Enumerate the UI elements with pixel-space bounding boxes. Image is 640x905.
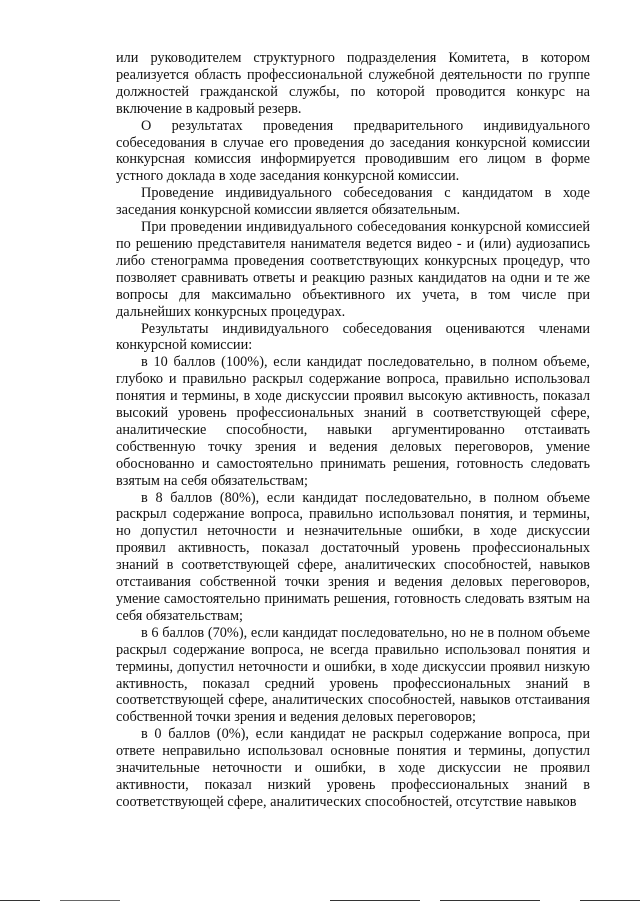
paragraph-6: в 10 баллов (100%), если кандидат последовательно, в полном объеме, глубоко и правильно раскрыл содержание вопроса, правильно использовал понятия и термины, в ходе дискуссии проявил высокую активность, показал высокий уровень профессиональных знаний в соответствующей сфере, аналитические способности, навыки аргументированно отстаивать собственную точку зрения и ведения деловых переговоров, умение обоснованно и самостоятельно принимать решения, готовность следовать взятым на себя обязательствам; — [116, 354, 590, 489]
document-page — [116, 50, 590, 811]
paragraph-2: О результатах проведения предварительного индивидуального собеседования в случае его проведения до заседания конкурсной комиссии конкурсная комиссия информируется проводившим его лицом в форме устного доклада в ходе заседания конкурсной комиссии. — [116, 117, 590, 185]
paragraph-4: При проведении индивидуального собеседования конкурсной комиссией по решению представителя нанимателя ведется видео - и (или) аудиозапись либо стенограмма проведения соответствующих конкурсных процедур, что позволяет сравнивать ответы и реакцию разных кандидатов на одни и те же вопросы для максимально объективного их учета, в том числе при дальнейших конкурсных процедурах. — [116, 219, 590, 320]
paragraph-5: Результаты индивидуального собеседования оцениваются членами конкурсной комиссии: — [116, 320, 590, 354]
footer-scan-mark — [0, 900, 40, 901]
footer-scan-mark — [330, 900, 420, 901]
paragraph-3: Проведение индивидуального собеседования с кандидатом в ходе заседания конкурсной комиссии является обязательным. — [116, 185, 590, 219]
paragraph-1: или руководителем структурного подразделения Комитета, в котором реализуется область профессиональной служебной деятельности по группе должностей гражданской службы, по которой проводится конкурс на включение в кадровый резерв. — [116, 50, 590, 117]
paragraph-7: в 8 баллов (80%), если кандидат последовательно, в полном объеме раскрыл содержание вопроса, правильно использовал понятия, и термины, но допустил неточности и незначительные ошибки, в ходе дискуссии проявил активность, показал достаточный уровень профессиональных знаний в соответствующей сфере, аналитических способностей, навыков отстаивания собственной точки зрения и ведения деловых переговоров, умение самостоятельно принимать решения, готовность следовать взятым на себя обязательствам; — [116, 489, 590, 624]
footer-scan-mark — [440, 900, 540, 901]
footer-scan-mark — [60, 900, 120, 901]
footer-scan-mark — [580, 900, 640, 901]
paragraph-8: в 6 баллов (70%), если кандидат последовательно, но не в полном объеме раскрыл содержание вопроса, не всегда правильно использовал понятия и термины, допустил неточности и ошибки, в ходе дискуссии проявил низкую активность, показал средний уровень профессиональных знаний в соответствующей сфере, аналитических способностей, навыков отстаивания собственной точки зрения и ведения деловых переговоров; — [116, 624, 590, 726]
paragraph-9: в 0 баллов (0%), если кандидат не раскрыл содержание вопроса, при ответе неправильно использовал основные понятия и термины, допустил значительные неточности и ошибки, в ходе дискуссии не проявил активности, показал низкий уровень профессиональных знаний в соответствующей сфере, аналитических способностей, отсутствие навыков — [116, 726, 590, 810]
